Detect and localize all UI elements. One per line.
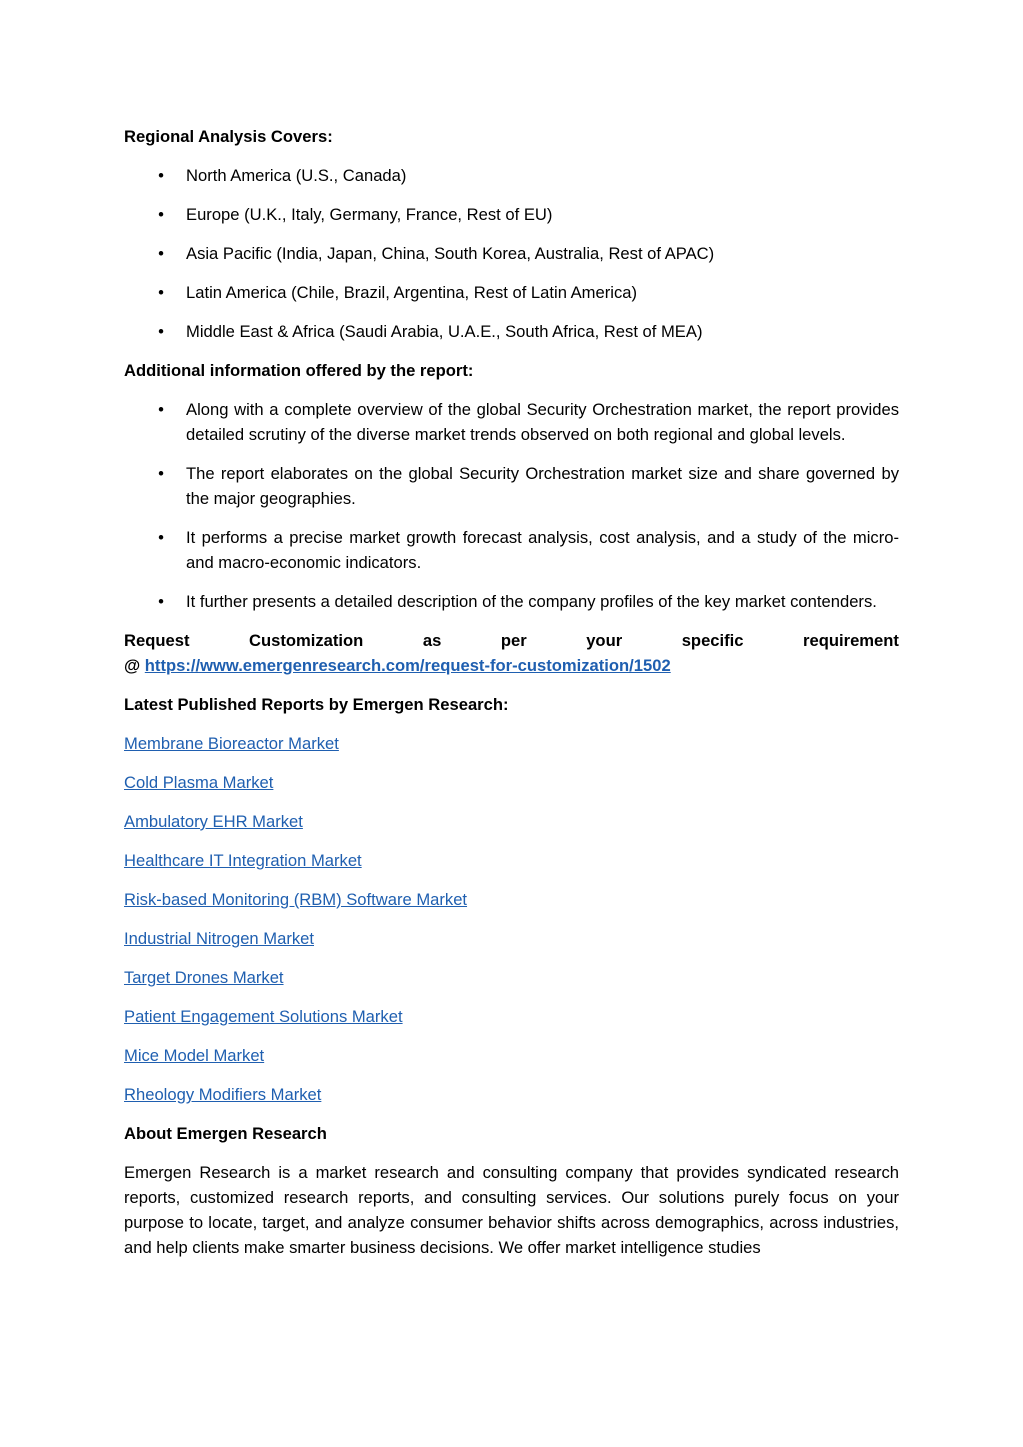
about-heading: About Emergen Research	[124, 1124, 327, 1143]
list-item: • Latin America (Chile, Brazil, Argentina, Rest of Latin America)	[124, 280, 899, 305]
customization-link[interactable]: https://www.emergenresearch.com/request-for-customization/1502	[144, 656, 671, 675]
report-link[interactable]: Industrial Nitrogen Market	[124, 929, 314, 948]
bullet-icon: •	[158, 464, 164, 483]
request-line: Request Customization as per your specific requirement	[124, 631, 899, 650]
bullet-icon: •	[158, 205, 164, 224]
request-customization	[124, 628, 899, 678]
bullet-icon: •	[158, 166, 164, 185]
report-link[interactable]: Cold Plasma Market	[124, 773, 274, 792]
bullet-icon: •	[158, 400, 164, 419]
list-item: • Europe (U.K., Italy, Germany, France, Rest of EU)	[124, 202, 899, 227]
report-link[interactable]: Healthcare IT Integration Market	[124, 851, 362, 870]
list-item: • It further presents a detailed description of the company profiles of the key market contenders.	[124, 589, 899, 614]
regional-heading: Regional Analysis Covers:	[124, 127, 333, 146]
additional-list	[124, 397, 899, 614]
bullet-icon: •	[158, 592, 164, 611]
list-item: • The report elaborates on the global Security Orchestration market size and share governed by the major geographies.	[124, 461, 899, 511]
report-link[interactable]: Membrane Bioreactor Market	[124, 734, 339, 753]
list-item: • Middle East & Africa (Saudi Arabia, U.A.E., South Africa, Rest of MEA)	[124, 319, 899, 344]
report-link[interactable]: Target Drones Market	[124, 968, 284, 987]
bullet-icon: •	[158, 283, 164, 302]
about-body: Emergen Research is a market research and consulting company that provides syndicated research reports, customized research reports, and consulting services. Our solutions purely focus on your purpose to locate, target, and analyze consumer behavior shifts across demographics, across industries, and help clients make smarter business decisions. We offer market intelligence studies	[124, 1163, 899, 1257]
report-link[interactable]: Rheology Modifiers Market	[124, 1085, 322, 1104]
list-item: • Along with a complete overview of the global Security Orchestration market, the report provides detailed scrutiny of the diverse market trends observed on both regional and global levels.	[124, 397, 899, 447]
latest-reports-list	[124, 731, 899, 1107]
report-link[interactable]: Risk-based Monitoring (RBM) Software Market	[124, 890, 468, 909]
report-link[interactable]: Mice Model Market	[124, 1046, 265, 1065]
report-link[interactable]: Ambulatory EHR Market	[124, 812, 303, 831]
additional-heading: Additional information offered by the report:	[124, 361, 474, 380]
list-item: • It performs a precise market growth forecast analysis, cost analysis, and a study of the micro- and macro-economic indicators.	[124, 525, 899, 575]
request-url-line: @ https://www.emergenresearch.com/request-for-customization/1502	[124, 656, 671, 675]
bullet-icon: •	[158, 528, 164, 547]
report-link[interactable]: Patient Engagement Solutions Market	[124, 1007, 403, 1026]
list-item: • Asia Pacific (India, Japan, China, South Korea, Australia, Rest of APAC)	[124, 241, 899, 266]
list-item: • North America (U.S., Canada)	[124, 163, 899, 188]
bullet-icon: •	[158, 244, 164, 263]
latest-heading: Latest Published Reports by Emergen Research:	[124, 695, 509, 714]
regional-list	[124, 163, 899, 344]
bullet-icon: •	[158, 322, 164, 341]
